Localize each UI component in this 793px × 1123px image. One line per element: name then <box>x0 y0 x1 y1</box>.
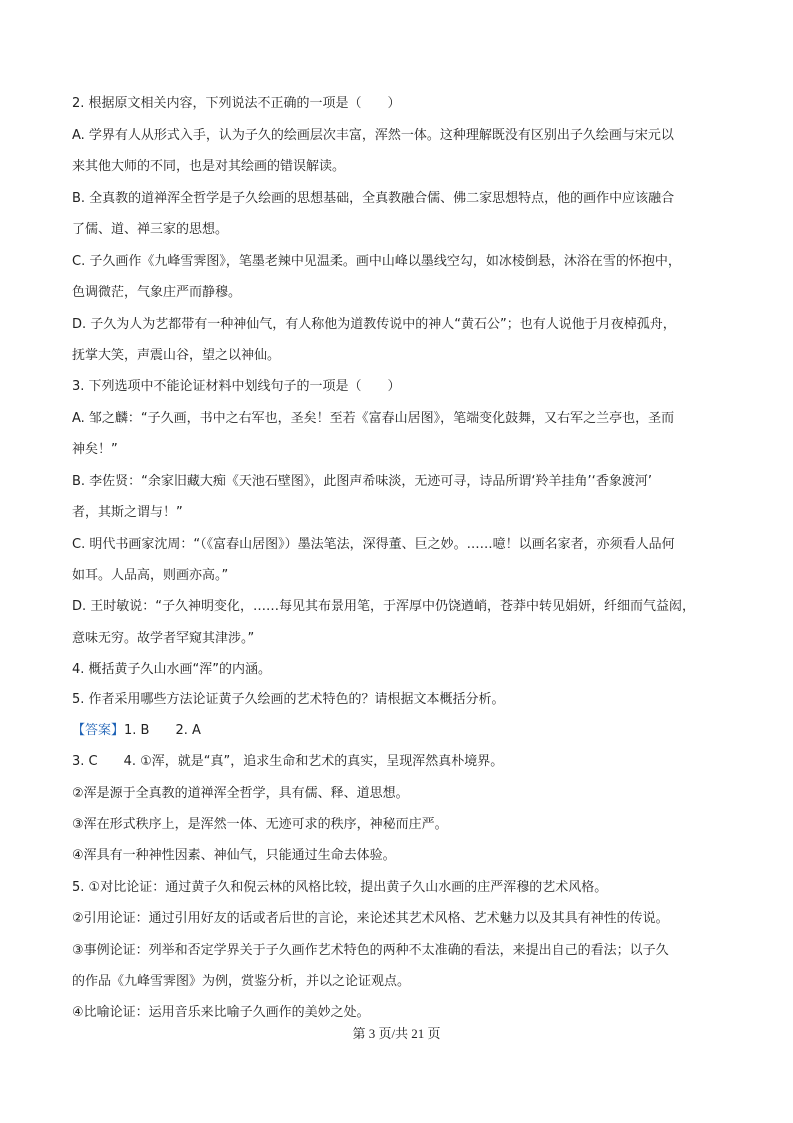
answer-5-point-3-line-2: 的作品《九峰雪霁图》为例，赏鉴分析，并以之论证观点。 <box>72 974 411 989</box>
option-b-line-1: B. 全真教的道禅浑全哲学是子久绘画的思想基础，全真教融合儒、佛二家思想特点，他的画作中应该融合 <box>72 191 675 206</box>
option-d-line-1: D. 子久为人为艺都带有一种神仙气，有人称他为道教传说中的神人“黄石公”；也有人说他于月夜棹孤舟， <box>72 317 676 332</box>
answer-line <box>72 721 732 741</box>
answer-5-point-2: ②引用论证：通过引用好友的话或者后世的言论，来论述其艺术风格、艺术魅力以及其具有神性的传说。 <box>72 911 669 926</box>
option-b-line-1: B. 李佐贤：“余家旧藏大痴《天池石壁图》，此图声希味淡，无迹可寻，诗品所谓‘羚羊挂角’‘香象渡河’ <box>72 474 652 489</box>
question-2-stem: 2. 根据原文相关内容，下列说法不正确的一项是（ ） <box>72 96 401 111</box>
option-d-line-1: D. 王时敏说：“子久神明变化，……每见其布景用笔，于浑厚中仍饶遒峭，苍莽中转见娟妍，纤细而气益闳， <box>72 599 696 614</box>
option-a-line-1: A. 学界有人从形式入手，认为子久的绘画层次丰富，浑然一体。这种理解既没有区别出子久绘画与宋元以 <box>72 128 674 143</box>
answer-5-point-3-line-1: ③事例论证：列举和否定学界关于子久画作艺术特色的两种不太准确的看法，来提出自己的看法；以子久 <box>72 943 669 958</box>
option-d-line-2: 意味无穷。故学者罕窥其津涉。” <box>72 631 255 646</box>
option-c-line-1: C. 子久画作《九峰雪霁图》，笔墨老辣中见温柔。画中山峰以墨线空勾，如冰棱倒悬，沐浴在雪的怀抱中， <box>72 254 681 269</box>
answer-point-4: ④浑具有一种神性因素、神仙气，只能通过生命去体验。 <box>72 848 396 863</box>
question-3-stem: 3. 下列选项中不能论证材料中划线句子的一项是（ ） <box>72 379 401 394</box>
answer-point-3: ③浑在形式秩序上，是浑然一体、无迹可求的秩序，神秘而庄严。 <box>72 817 448 832</box>
option-a-line-2: 神矣！” <box>72 442 118 457</box>
option-a-line-1: A. 邹之麟：“子久画，书中之右军也，圣矣！至若《富春山居图》，笔端变化鼓舞，又右军之兰亭也，圣而 <box>72 411 675 426</box>
option-c-line-1: C. 明代书画家沈周：“（《富春山居图》）墨法笔法，深得董、巨之妙。……噫！以画名家者，亦须看人品何 <box>72 537 675 552</box>
option-c-line-2: 色调微茫，气象庄严而静穆。 <box>72 285 242 300</box>
option-c-line-2: 如耳。人品高，则画亦高。” <box>72 568 229 583</box>
option-d-line-2: 抚掌大笑，声震山谷，望之以神仙。 <box>72 348 281 363</box>
answer-5-point-1: 5. ①对比论证：通过黄子久和倪云林的风格比较，提出黄子久山水画的庄严浑穆的艺术风格。 <box>72 880 608 895</box>
answer-point-2: ②浑是源于全真教的道禅浑全哲学，具有儒、释、道思想。 <box>72 786 409 801</box>
option-a-line-2: 来其他大师的不同，也是对其绘画的错误解读。 <box>72 159 346 174</box>
question-4-stem: 4. 概括黄子久山水画“浑”的内涵。 <box>72 662 272 677</box>
option-b-line-2: 者，其斯之谓与！” <box>72 505 183 520</box>
answer-values: 1. B 2. A <box>124 723 201 738</box>
answer-tag: 【答案】 <box>72 723 125 738</box>
page-footer: 第 3 页/共 21 页 <box>352 1026 441 1041</box>
answer-line-3-4: 3. C 4. ①浑，就是“真”，追求生命和艺术的真实，呈现浑然真朴境界。 <box>72 754 504 769</box>
question-5-stem: 5. 作者采用哪些方法论证黄子久绘画的艺术特色的？请根据文本概括分析。 <box>72 692 505 707</box>
answer-5-point-4: ④比喻论证：运用音乐来比喻子久画作的美妙之处。 <box>72 1005 370 1020</box>
option-b-line-2: 了儒、道、禅三家的思想。 <box>72 222 229 237</box>
